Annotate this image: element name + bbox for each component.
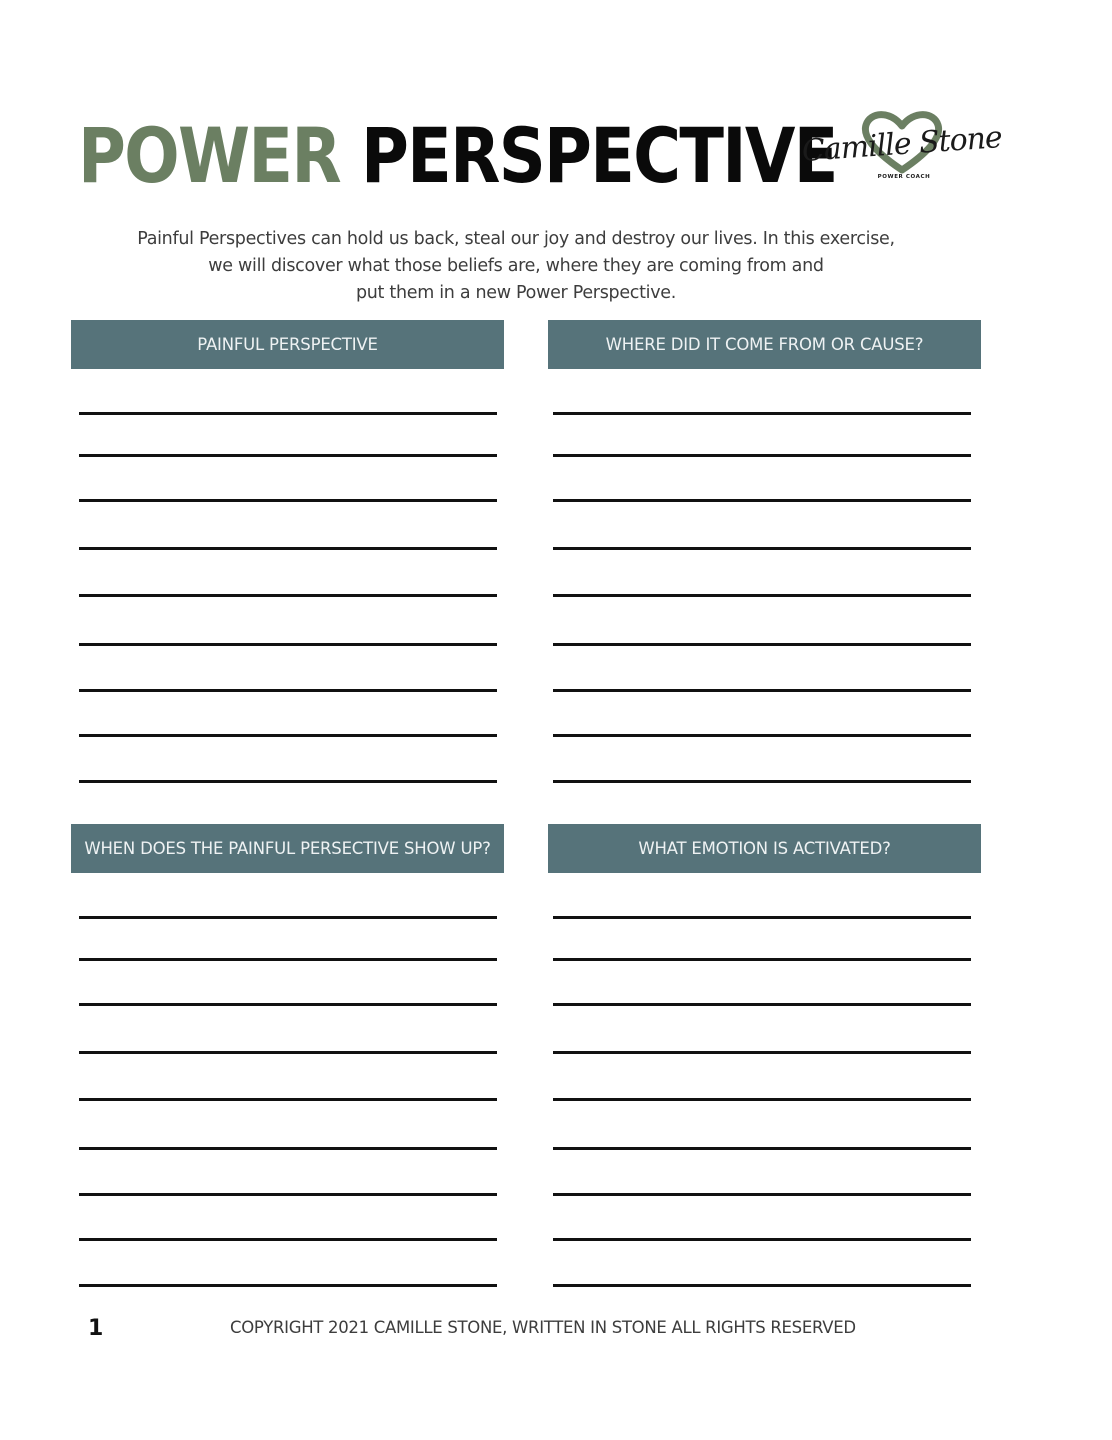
writing-line[interactable] (553, 916, 971, 919)
copyright-notice: COPYRIGHT 2021 CAMILLE STONE, WRITTEN IN STONE ALL RIGHTS RESERVED (230, 1318, 856, 1337)
panel-header-where-did-it-come-from: WHERE DID IT COME FROM OR CAUSE? (548, 320, 981, 369)
panel-header-painful-perspective: PAINFUL PERSPECTIVE (71, 320, 504, 369)
writing-line[interactable] (553, 1284, 971, 1287)
writing-line[interactable] (79, 1051, 497, 1054)
writing-line[interactable] (79, 1284, 497, 1287)
title-word-perspective: PERSPECTIVE (360, 111, 837, 200)
writing-line[interactable] (553, 780, 971, 783)
writing-line[interactable] (553, 499, 971, 502)
writing-line[interactable] (79, 1238, 497, 1241)
heart-logo-icon (800, 108, 1003, 184)
writing-line[interactable] (79, 412, 497, 415)
writing-line[interactable] (553, 594, 971, 597)
logo-subtitle: POWER COACH (877, 174, 931, 180)
panel-header-when-does-it-show-up: WHEN DOES THE PAINFUL PERSECTIVE SHOW UP? (71, 824, 504, 873)
writing-line[interactable] (79, 734, 497, 737)
intro-line: we will discover what those beliefs are, where they are coming from and (208, 256, 824, 276)
writing-line[interactable] (79, 958, 497, 961)
page-number: 1 (88, 1316, 104, 1341)
writing-line[interactable] (553, 1193, 971, 1196)
writing-line[interactable] (553, 958, 971, 961)
writing-line[interactable] (79, 643, 497, 646)
writing-line[interactable] (79, 594, 497, 597)
page-title (78, 108, 837, 204)
writing-line[interactable] (553, 1003, 971, 1006)
title-word-power: POWER (78, 111, 340, 200)
writing-line[interactable] (553, 689, 971, 692)
panel-header-what-emotion: WHAT EMOTION IS ACTIVATED? (548, 824, 981, 873)
writing-line[interactable] (79, 1193, 497, 1196)
writing-line[interactable] (553, 1147, 971, 1150)
writing-line[interactable] (79, 1147, 497, 1150)
writing-line[interactable] (79, 689, 497, 692)
writing-line[interactable] (553, 1238, 971, 1241)
writing-line[interactable] (553, 734, 971, 737)
writing-line[interactable] (79, 547, 497, 550)
writing-line[interactable] (79, 499, 497, 502)
writing-line[interactable] (553, 454, 971, 457)
writing-line[interactable] (553, 643, 971, 646)
intro-paragraph (96, 226, 936, 307)
writing-line[interactable] (553, 1051, 971, 1054)
writing-line[interactable] (79, 916, 497, 919)
camille-stone-logo (800, 108, 1003, 184)
writing-line[interactable] (553, 1098, 971, 1101)
writing-line[interactable] (553, 547, 971, 550)
writing-line[interactable] (553, 412, 971, 415)
intro-line: Painful Perspectives can hold us back, steal our joy and destroy our lives. In this exercise, (137, 229, 895, 249)
writing-line[interactable] (79, 1003, 497, 1006)
writing-line[interactable] (79, 454, 497, 457)
writing-line[interactable] (79, 1098, 497, 1101)
logo-wordmark: Camille Stone (800, 120, 1003, 169)
writing-line[interactable] (79, 780, 497, 783)
intro-line: put them in a new Power Perspective. (355, 283, 677, 303)
